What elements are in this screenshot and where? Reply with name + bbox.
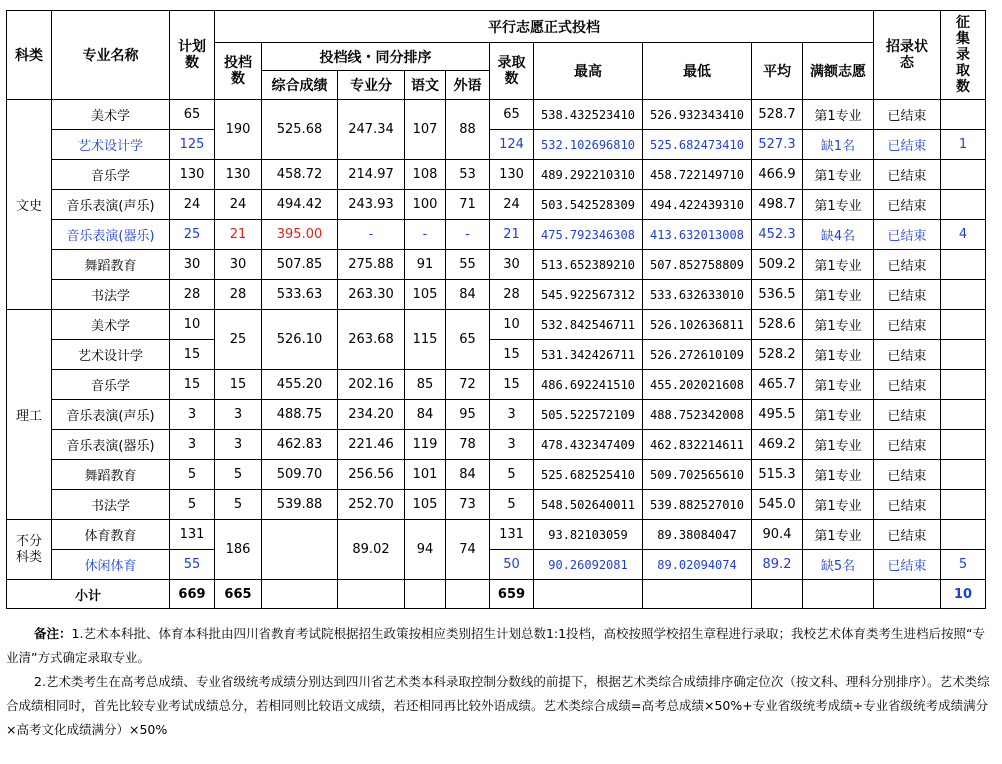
header-chinese: 语文 xyxy=(405,71,446,100)
cell-max: 505.522572109 xyxy=(534,400,643,430)
summary-empty xyxy=(803,580,874,609)
summary-plan: 669 xyxy=(170,580,215,609)
cell-min: 526.272610109 xyxy=(643,340,752,370)
cell-td: 25 xyxy=(215,310,262,370)
table-row xyxy=(7,550,986,580)
header-full: 满额志愿 xyxy=(803,43,874,100)
cell-avg: 528.7 xyxy=(752,100,803,130)
cell-solicit: 4 xyxy=(941,220,986,250)
cell-prof: 263.30 xyxy=(338,280,405,310)
table-row xyxy=(7,340,986,370)
cell-full: 缺4名 xyxy=(803,220,874,250)
cell-foreign: 53 xyxy=(446,160,490,190)
header-tdnum: 投档数 xyxy=(215,43,262,100)
cell-admit: 50 xyxy=(490,550,534,580)
cell-full: 第1专业 xyxy=(803,370,874,400)
cell-full: 第1专业 xyxy=(803,280,874,310)
cell-avg: 495.5 xyxy=(752,400,803,430)
cell-max: 478.432347409 xyxy=(534,430,643,460)
cell-solicit: 5 xyxy=(941,550,986,580)
header-admit: 录取数 xyxy=(490,43,534,100)
cell-prof: 221.46 xyxy=(338,430,405,460)
cell-major: 书法学 xyxy=(52,280,170,310)
cell-prof: 263.68 xyxy=(338,310,405,370)
cell-min: 539.882527010 xyxy=(643,490,752,520)
cell-admit: 3 xyxy=(490,430,534,460)
cell-prof: 275.88 xyxy=(338,250,405,280)
cell-composite: 525.68 xyxy=(262,100,338,160)
summary-empty xyxy=(752,580,803,609)
cell-prof: 252.70 xyxy=(338,490,405,520)
cell-admit: 21 xyxy=(490,220,534,250)
summary-empty xyxy=(338,580,405,609)
cell-composite: 509.70 xyxy=(262,460,338,490)
cell-full: 缺1名 xyxy=(803,130,874,160)
group-bufen: 不分科类 xyxy=(7,520,52,580)
table-row xyxy=(7,400,986,430)
table-row xyxy=(7,370,986,400)
cell-full: 缺5名 xyxy=(803,550,874,580)
table-row xyxy=(7,460,986,490)
cell-solicit xyxy=(941,460,986,490)
summary-label: 小计 xyxy=(7,580,170,609)
table-row xyxy=(7,130,986,160)
cell-full: 第1专业 xyxy=(803,520,874,550)
cell-foreign: 84 xyxy=(446,460,490,490)
table-row xyxy=(7,520,986,550)
cell-min: 525.682473410 xyxy=(643,130,752,160)
cell-avg: 466.9 xyxy=(752,160,803,190)
cell-admit: 30 xyxy=(490,250,534,280)
cell-min: 89.02094074 xyxy=(643,550,752,580)
note-2-text: 2.艺术类考生在高考总成绩、专业省级统考成绩分别达到四川省艺术类本科录取控制分数线的前提下，根据艺术类综合成绩排序确定位次（按文科、理科分别排序）。艺术类综合成绩相同时，首先比较专业考试成绩总分，若相同则比较语文成绩，若还相同再比较外语成绩。艺术类综合成绩=高考总成绩×50%+专业省级统考成绩÷专业省级统考成绩满分×高考文化成绩满分）×50% xyxy=(6,674,990,737)
table-row xyxy=(7,430,986,460)
cell-td: 5 xyxy=(215,460,262,490)
cell-solicit xyxy=(941,190,986,220)
cell-prof: 247.34 xyxy=(338,100,405,160)
cell-avg: 469.2 xyxy=(752,430,803,460)
cell-avg: 452.3 xyxy=(752,220,803,250)
cell-admit: 24 xyxy=(490,190,534,220)
cell-solicit xyxy=(941,280,986,310)
cell-composite: 488.75 xyxy=(262,400,338,430)
cell-admit: 10 xyxy=(490,310,534,340)
cell-composite: 395.00 xyxy=(262,220,338,250)
cell-chinese: 100 xyxy=(405,190,446,220)
cell-admit: 15 xyxy=(490,340,534,370)
cell-solicit xyxy=(941,430,986,460)
cell-foreign: 84 xyxy=(446,280,490,310)
summary-empty xyxy=(874,580,941,609)
cell-solicit xyxy=(941,310,986,340)
cell-plan: 131 xyxy=(170,520,215,550)
cell-plan: 28 xyxy=(170,280,215,310)
cell-max: 548.502640011 xyxy=(534,490,643,520)
header-line-group: 投档线・同分排序 xyxy=(262,43,490,71)
header-composite: 综合成绩 xyxy=(262,71,338,100)
cell-avg: 515.3 xyxy=(752,460,803,490)
cell-td: 21 xyxy=(215,220,262,250)
cell-td: 28 xyxy=(215,280,262,310)
header-plan: 计划数 xyxy=(170,11,215,100)
cell-admit: 15 xyxy=(490,370,534,400)
cell-status: 已结束 xyxy=(874,460,941,490)
cell-max: 475.792346308 xyxy=(534,220,643,250)
cell-min: 458.722149710 xyxy=(643,160,752,190)
cell-major: 休闲体育 xyxy=(52,550,170,580)
group-ligong: 理工 xyxy=(7,310,52,520)
cell-foreign: 72 xyxy=(446,370,490,400)
cell-full: 第1专业 xyxy=(803,190,874,220)
cell-status: 已结束 xyxy=(874,550,941,580)
cell-full: 第1专业 xyxy=(803,430,874,460)
cell-solicit xyxy=(941,400,986,430)
cell-min: 507.852758809 xyxy=(643,250,752,280)
cell-foreign: 65 xyxy=(446,310,490,370)
summary-empty xyxy=(643,580,752,609)
cell-status: 已结束 xyxy=(874,430,941,460)
cell-td: 3 xyxy=(215,430,262,460)
cell-major: 音乐学 xyxy=(52,160,170,190)
cell-plan: 30 xyxy=(170,250,215,280)
cell-td: 15 xyxy=(215,370,262,400)
cell-chinese: 84 xyxy=(405,400,446,430)
cell-min: 462.832214611 xyxy=(643,430,752,460)
cell-prof: 214.97 xyxy=(338,160,405,190)
cell-composite: 533.63 xyxy=(262,280,338,310)
cell-major: 美术学 xyxy=(52,100,170,130)
cell-plan: 5 xyxy=(170,460,215,490)
cell-td: 30 xyxy=(215,250,262,280)
cell-max: 525.682525410 xyxy=(534,460,643,490)
cell-avg: 498.7 xyxy=(752,190,803,220)
cell-td: 186 xyxy=(215,520,262,580)
cell-chinese: 107 xyxy=(405,100,446,160)
cell-max: 538.432523410 xyxy=(534,100,643,130)
cell-solicit xyxy=(941,370,986,400)
cell-full: 第1专业 xyxy=(803,340,874,370)
cell-foreign: 95 xyxy=(446,400,490,430)
header-status: 招录状态 xyxy=(874,11,941,100)
cell-plan: 125 xyxy=(170,130,215,160)
cell-admit: 3 xyxy=(490,400,534,430)
cell-foreign: 78 xyxy=(446,430,490,460)
cell-solicit xyxy=(941,490,986,520)
cell-min: 89.38084047 xyxy=(643,520,752,550)
cell-td: 130 xyxy=(215,160,262,190)
cell-prof: 89.02 xyxy=(338,520,405,580)
cell-prof: 256.56 xyxy=(338,460,405,490)
cell-plan: 3 xyxy=(170,430,215,460)
cell-status: 已结束 xyxy=(874,520,941,550)
cell-status: 已结束 xyxy=(874,160,941,190)
cell-status: 已结束 xyxy=(874,490,941,520)
header-foreign: 外语 xyxy=(446,71,490,100)
cell-chinese: 91 xyxy=(405,250,446,280)
cell-major: 艺术设计学 xyxy=(52,340,170,370)
table-row xyxy=(7,490,986,520)
cell-status: 已结束 xyxy=(874,370,941,400)
header-prof: 专业分 xyxy=(338,71,405,100)
cell-composite: 458.72 xyxy=(262,160,338,190)
group-wenshi: 文史 xyxy=(7,100,52,310)
table-row xyxy=(7,160,986,190)
cell-min: 526.932343410 xyxy=(643,100,752,130)
summary-row xyxy=(7,580,986,609)
cell-status: 已结束 xyxy=(874,400,941,430)
table-row xyxy=(7,280,986,310)
cell-status: 已结束 xyxy=(874,280,941,310)
cell-foreign: - xyxy=(446,220,490,250)
summary-empty xyxy=(534,580,643,609)
header-solicit: 征集录取数 xyxy=(941,11,986,100)
cell-max: 532.102696810 xyxy=(534,130,643,160)
cell-major: 艺术设计学 xyxy=(52,130,170,160)
cell-major: 音乐表演(器乐) xyxy=(52,220,170,250)
cell-avg: 509.2 xyxy=(752,250,803,280)
cell-td: 3 xyxy=(215,400,262,430)
cell-admit: 5 xyxy=(490,490,534,520)
table-row xyxy=(7,250,986,280)
cell-avg: 465.7 xyxy=(752,370,803,400)
cell-admit: 130 xyxy=(490,160,534,190)
cell-major: 音乐学 xyxy=(52,370,170,400)
cell-composite: 539.88 xyxy=(262,490,338,520)
cell-foreign: 73 xyxy=(446,490,490,520)
summary-empty xyxy=(446,580,490,609)
cell-full: 第1专业 xyxy=(803,100,874,130)
cell-plan: 24 xyxy=(170,190,215,220)
cell-max: 532.842546711 xyxy=(534,310,643,340)
note-1-text: 1.艺术本科批、体育本科批由四川省教育考试院根据招生政策按相应类别招生计划总数1:1投档，高校按照学校招生章程进行录取；我校艺术体育类考生进档后按照“专业清”方式确定录取专业。 xyxy=(6,626,986,665)
summary-empty xyxy=(405,580,446,609)
cell-chinese: 108 xyxy=(405,160,446,190)
cell-solicit xyxy=(941,250,986,280)
cell-major: 书法学 xyxy=(52,490,170,520)
cell-status: 已结束 xyxy=(874,190,941,220)
cell-avg: 90.4 xyxy=(752,520,803,550)
cell-major: 美术学 xyxy=(52,310,170,340)
cell-max: 486.692241510 xyxy=(534,370,643,400)
cell-chinese: - xyxy=(405,220,446,250)
notes-label: 备注： xyxy=(34,626,72,641)
cell-max: 93.82103059 xyxy=(534,520,643,550)
cell-admit: 124 xyxy=(490,130,534,160)
cell-min: 488.752342008 xyxy=(643,400,752,430)
cell-admit: 131 xyxy=(490,520,534,550)
cell-min: 509.702565610 xyxy=(643,460,752,490)
cell-major: 音乐表演(声乐) xyxy=(52,400,170,430)
cell-composite: 507.85 xyxy=(262,250,338,280)
cell-foreign: 55 xyxy=(446,250,490,280)
cell-prof: 234.20 xyxy=(338,400,405,430)
admission-table xyxy=(6,10,986,609)
cell-status: 已结束 xyxy=(874,250,941,280)
cell-avg: 545.0 xyxy=(752,490,803,520)
cell-major: 舞蹈教育 xyxy=(52,250,170,280)
cell-avg: 528.2 xyxy=(752,340,803,370)
cell-solicit xyxy=(941,160,986,190)
cell-solicit xyxy=(941,520,986,550)
cell-composite: 462.83 xyxy=(262,430,338,460)
cell-min: 455.202021608 xyxy=(643,370,752,400)
cell-foreign: 71 xyxy=(446,190,490,220)
cell-plan: 10 xyxy=(170,310,215,340)
cell-admit: 5 xyxy=(490,460,534,490)
cell-foreign: 88 xyxy=(446,100,490,160)
cell-chinese: 115 xyxy=(405,310,446,370)
cell-max: 513.652389210 xyxy=(534,250,643,280)
cell-avg: 527.3 xyxy=(752,130,803,160)
cell-major: 音乐表演(器乐) xyxy=(52,430,170,460)
summary-td: 665 xyxy=(215,580,262,609)
cell-status: 已结束 xyxy=(874,130,941,160)
cell-full: 第1专业 xyxy=(803,250,874,280)
cell-composite xyxy=(262,520,338,580)
cell-prof: 243.93 xyxy=(338,190,405,220)
cell-avg: 89.2 xyxy=(752,550,803,580)
cell-min: 533.632633010 xyxy=(643,280,752,310)
cell-full: 第1专业 xyxy=(803,460,874,490)
cell-composite: 526.10 xyxy=(262,310,338,370)
cell-avg: 536.5 xyxy=(752,280,803,310)
cell-major: 舞蹈教育 xyxy=(52,460,170,490)
cell-status: 已结束 xyxy=(874,220,941,250)
header-parallel-group: 平行志愿正式投档 xyxy=(215,11,874,43)
cell-admit: 28 xyxy=(490,280,534,310)
cell-min: 413.632013008 xyxy=(643,220,752,250)
cell-plan: 130 xyxy=(170,160,215,190)
table-row xyxy=(7,100,986,130)
cell-plan: 55 xyxy=(170,550,215,580)
cell-foreign: 74 xyxy=(446,520,490,580)
cell-chinese: 85 xyxy=(405,370,446,400)
cell-max: 489.292210310 xyxy=(534,160,643,190)
table-row xyxy=(7,190,986,220)
cell-status: 已结束 xyxy=(874,340,941,370)
cell-full: 第1专业 xyxy=(803,310,874,340)
table-row xyxy=(7,310,986,340)
cell-max: 503.542528309 xyxy=(534,190,643,220)
header-major: 专业名称 xyxy=(52,11,170,100)
cell-chinese: 105 xyxy=(405,490,446,520)
cell-chinese: 105 xyxy=(405,280,446,310)
cell-full: 第1专业 xyxy=(803,400,874,430)
note-1 xyxy=(6,622,994,670)
cell-full: 第1专业 xyxy=(803,160,874,190)
table-row xyxy=(7,220,986,250)
cell-plan: 65 xyxy=(170,100,215,130)
cell-major: 音乐表演(声乐) xyxy=(52,190,170,220)
cell-chinese: 101 xyxy=(405,460,446,490)
header-max: 最高 xyxy=(534,43,643,100)
header-subject: 科类 xyxy=(7,11,52,100)
cell-max: 545.922567312 xyxy=(534,280,643,310)
cell-composite: 455.20 xyxy=(262,370,338,400)
cell-status: 已结束 xyxy=(874,100,941,130)
cell-td: 5 xyxy=(215,490,262,520)
summary-admit: 659 xyxy=(490,580,534,609)
cell-td: 190 xyxy=(215,100,262,160)
cell-max: 90.26092081 xyxy=(534,550,643,580)
header-min: 最低 xyxy=(643,43,752,100)
cell-plan: 3 xyxy=(170,400,215,430)
summary-solicit: 10 xyxy=(941,580,986,609)
cell-avg: 528.6 xyxy=(752,310,803,340)
cell-min: 526.102636811 xyxy=(643,310,752,340)
note-2 xyxy=(6,670,994,742)
cell-plan: 5 xyxy=(170,490,215,520)
cell-chinese: 94 xyxy=(405,520,446,580)
cell-max: 531.342426711 xyxy=(534,340,643,370)
cell-prof: - xyxy=(338,220,405,250)
cell-solicit: 1 xyxy=(941,130,986,160)
cell-major: 体育教育 xyxy=(52,520,170,550)
header-avg: 平均 xyxy=(752,43,803,100)
cell-plan: 15 xyxy=(170,370,215,400)
cell-min: 494.422439310 xyxy=(643,190,752,220)
cell-full: 第1专业 xyxy=(803,490,874,520)
notes-section xyxy=(6,622,994,742)
cell-plan: 25 xyxy=(170,220,215,250)
cell-admit: 65 xyxy=(490,100,534,130)
cell-solicit xyxy=(941,100,986,130)
summary-empty xyxy=(262,580,338,609)
cell-prof: 202.16 xyxy=(338,370,405,400)
cell-plan: 15 xyxy=(170,340,215,370)
cell-status: 已结束 xyxy=(874,310,941,340)
cell-td: 24 xyxy=(215,190,262,220)
cell-composite: 494.42 xyxy=(262,190,338,220)
cell-chinese: 119 xyxy=(405,430,446,460)
cell-solicit xyxy=(941,340,986,370)
